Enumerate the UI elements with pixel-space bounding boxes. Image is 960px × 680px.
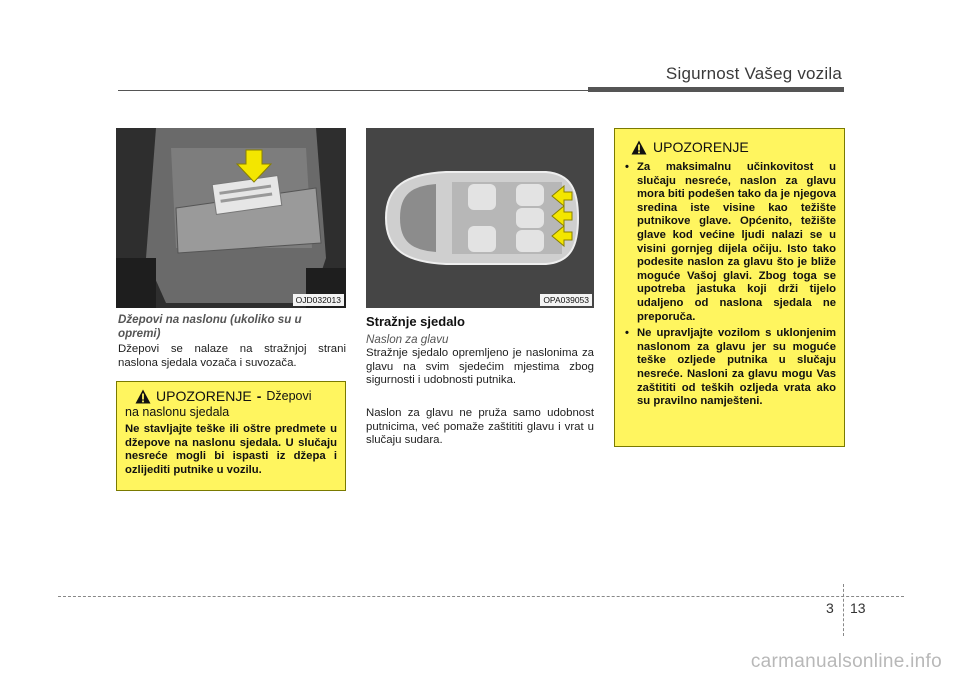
warning-title: UPOZORENJE [653, 139, 749, 155]
warning-subtitle-line2: na naslonu sjedala [125, 405, 230, 419]
warning-subtitle: Džepovi [266, 389, 312, 403]
footer-divider [843, 584, 844, 636]
warning-triangle-icon [135, 389, 151, 404]
figure-caption: Džepovi na naslonu (ukoliko su u opremi) [118, 313, 302, 340]
paragraph-1: Stražnje sjedalo opremljeno je naslonima za glavu na svim sjedećim mjestima zbog sigurnosti i udobnosti putnika. [366, 347, 594, 386]
image-code: OPA039053 [540, 294, 592, 306]
warning-box-pockets [116, 381, 346, 491]
warning-item: • Ne upravljajte vozilom s uklonjenim naslonom za glavu jer su moguće teške ozljede putnika u slučaju nesreće. Nasloni za glavu mogu Vas zaštititi od teških ozljeda vrata ako su pravilno namješteni. [623, 327, 836, 409]
page-number: 13 [850, 600, 866, 616]
paragraph-2: Naslon za glavu ne pruža samo udobnost putnicima, već pomaže zaštititi glavu i vrat u slučaju sudara. [366, 407, 594, 446]
warning-title: UPOZORENJE [156, 388, 252, 404]
warning-list [623, 161, 836, 409]
header-rule [118, 90, 588, 91]
car-topview-illustration [366, 128, 594, 308]
warning-box-headrest [614, 128, 845, 447]
warning-text: Ne stavljajte teške ili oštre predmete u džepove na naslonu sjedala. U slučaju nesreće mogli bi ispasti iz džepa i ozlijediti putnike u vozilu. [125, 423, 337, 476]
header-rule-accent [588, 87, 844, 92]
image-code: OJD032013 [293, 294, 344, 306]
warning-dash: - [256, 388, 262, 404]
warning-item: • Za maksimalnu učinkovitost u slučaju nesreće, naslon za glavu mora biti podešen tako da je njegova sredina iste visine kao težište putnikove glave. Općenito, težište glave kod većine ljudi nalazi se u visini gornjeg dijela očiju. Isto tako podesite naslon za glavu što je bliže moguće Vašoj glavi. Zbog toga se upotreba jastuka koji drži tijelo udaljeno od naslona sjedala ne preporuča. [623, 161, 836, 324]
section-title: Sigurnost Vašeg vozila [665, 64, 842, 83]
subheading: Naslon za glavu [366, 333, 449, 346]
chapter-number: 3 [826, 600, 834, 616]
seat-pocket-photo [116, 128, 346, 308]
footer-rule [58, 596, 904, 597]
car-topview-photo [366, 128, 594, 308]
warning-triangle-icon [631, 140, 647, 155]
body-paragraph: Džepovi se nalaze na stražnjoj strani naslona sjedala vozača i suvozača. [118, 343, 346, 369]
seat-pocket-illustration [116, 128, 346, 308]
section-heading: Stražnje sjedalo [366, 314, 465, 329]
watermark: carmanualsonline.info [750, 651, 942, 672]
